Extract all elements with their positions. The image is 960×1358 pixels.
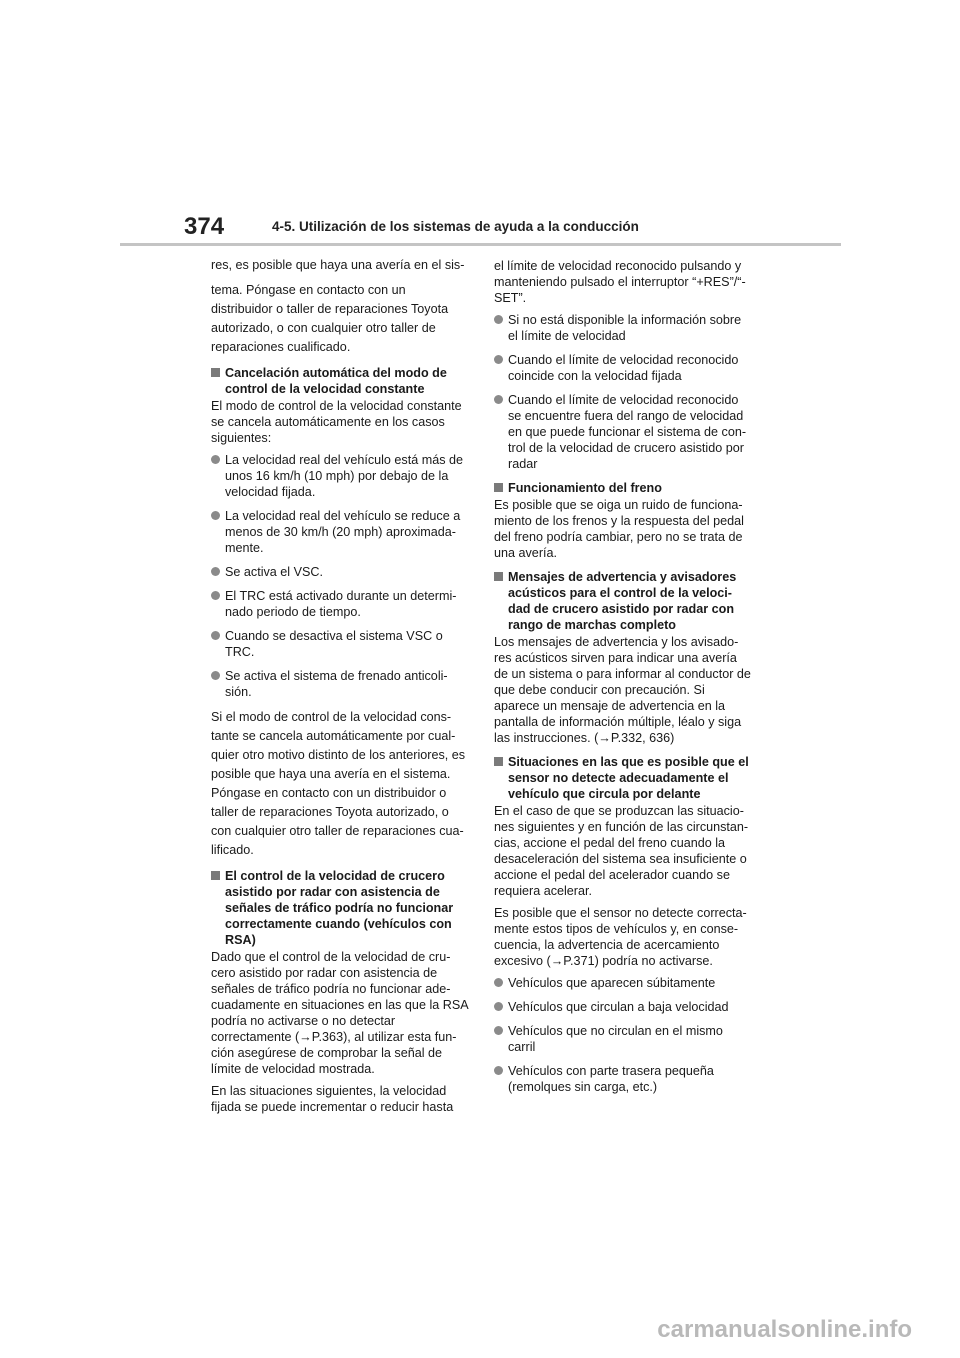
list-item [494, 975, 752, 991]
list-item-text: Se activa el VSC. [225, 565, 323, 579]
page-number: 374 [184, 213, 225, 240]
list-item-text: Cuando el límite de velocidad reconocido coincide con la velocidad fijada [508, 353, 739, 383]
list-item [494, 1063, 752, 1095]
round-bullet-icon [211, 455, 220, 464]
list-item [211, 588, 469, 620]
list-item-text: Vehículos que aparecen súbitamente [508, 976, 716, 990]
paragraph: el límite de velocidad reconocido pulsando y manteniendo pulsado el interruptor “+RES”/“-SET”. [494, 259, 746, 305]
list-item-text: Si no está disponible la información sobre el límite de velocidad [508, 313, 742, 343]
round-bullet-icon [494, 315, 503, 324]
list-item-text: Vehículos que no circulan en el mismo carril [508, 1024, 723, 1054]
heading-text: El control de la velocidad de crucero asistido por radar con asistencia de señales de tráfico podría no funcionar correctamente cuando (vehículos con RSA) [225, 869, 454, 947]
paragraph: En el caso de que se produzcan las situacio-nes siguientes y en función de las circunstan-cias, accione el pedal del freno cuando la desaceleración del sistema sea insuficiente o accione el pedal del acelerador cuando se requiera acelerar. [494, 804, 749, 898]
list-item-text: Vehículos con parte trasera pequeña (remolques sin carga, etc.) [508, 1064, 714, 1094]
paragraph: Dado que el control de la velocidad de cru-cero asistido por radar con asistencia de señales de tráfico podría no funcionar ade-cuadamente en situaciones en las que la RSA podría no activarse o no detectar correctamente (→P.363), al utilizar esta fun-ción asegúrese de comprobar la señal de límite de velocidad mostrada. [211, 950, 468, 1076]
section-heading-mensajes [494, 569, 752, 633]
list-item [494, 1023, 752, 1055]
list-item [494, 312, 752, 344]
list-item [211, 628, 469, 660]
round-bullet-icon [211, 567, 220, 576]
section-heading-freno [494, 480, 752, 496]
round-bullet-icon [494, 1066, 503, 1075]
round-bullet-icon [494, 1002, 503, 1011]
list-item-text: Se activa el sistema de frenado anticoli-sión. [225, 669, 448, 699]
list-item-text: El TRC está activado durante un determi-nado periodo de tiempo. [225, 589, 457, 619]
round-bullet-icon [494, 355, 503, 364]
right-column [494, 258, 752, 1103]
paragraph: El modo de control de la velocidad constante se cancela automáticamente en los casos siguientes: [211, 399, 462, 445]
list-item-text: Cuando se desactiva el sistema VSC o TRC. [225, 629, 443, 659]
list-item [211, 508, 469, 556]
list-item-text: Cuando el límite de velocidad reconocido se encuentre fuera del rango de velocidad en que puede funcionar el sistema de con-trol de la velocidad de crucero asistido por radar [508, 393, 747, 471]
intro-paragraph: tema. Póngase en contacto con un distribuidor o taller de reparaciones Toyota autorizado, o con cualquier otro taller de reparaciones cualificado. [211, 283, 449, 354]
section-title: 4-5. Utilización de los sistemas de ayuda a la conducción [272, 219, 639, 234]
list-item [211, 668, 469, 700]
heading-text: Situaciones en las que es posible que el sensor no detecte adecuadamente el vehículo que circula por delante [508, 755, 749, 801]
paragraph: Es posible que el sensor no detecte correcta-mente estos tipos de vehículos y, en conse-cuencia, la advertencia de acercamiento excesivo (→P.371) podría no activarse. [494, 906, 747, 968]
paragraph: Es posible que se oiga un ruido de funciona-miento de los frenos y la respuesta del pedal del freno podría cambiar, pero no se trata de una avería. [494, 498, 744, 560]
round-bullet-icon [494, 978, 503, 987]
paragraph: Si el modo de control de la velocidad cons-tante se cancela automáticamente por cual-quier otro motivo distinto de los anteriores, es posible que haya una avería en el sistema. Póngase en contacto con un distribuidor o taller de reparaciones Toyota autorizado, o con cualquier otro taller de reparaciones cua-lificado. [211, 710, 466, 857]
intro-line-1: res, es posible que haya una avería en el sis- [211, 258, 465, 272]
list-item-text: La velocidad real del vehículo se reduce a menos de 30 km/h (20 mph) aproximada-mente. [225, 509, 461, 555]
round-bullet-icon [211, 671, 220, 680]
left-column [211, 256, 469, 1121]
list-item [494, 392, 752, 472]
round-bullet-icon [494, 395, 503, 404]
list-item-text: La velocidad real del vehículo está más de unos 16 km/h (10 mph) por debajo de la velocidad fijada. [225, 453, 464, 499]
round-bullet-icon [211, 591, 220, 600]
paragraph: Los mensajes de advertencia y los avisado-res acústicos sirven para indicar una avería de un sistema o para informar al conductor de que debe conducir con precaución. Si aparece un mensaje de advertencia en la pantalla de información múltiple, léalo y siga las instrucciones. (→P.332, 636) [494, 635, 751, 745]
square-bullet-icon [494, 572, 503, 581]
paragraph: En las situaciones siguientes, la velocidad fijada se puede incrementar o reducir hasta [211, 1084, 454, 1114]
round-bullet-icon [211, 511, 220, 520]
round-bullet-icon [211, 631, 220, 640]
section-heading-rsa [211, 868, 469, 948]
header-divider [120, 243, 841, 246]
section-heading-sensor [494, 754, 752, 802]
list-item [494, 999, 752, 1015]
heading-text: Cancelación automática del modo de control de la velocidad constante [225, 366, 447, 396]
section-heading-cancelacion [211, 365, 469, 397]
square-bullet-icon [211, 368, 220, 377]
list-item [211, 452, 469, 500]
heading-text: Mensajes de advertencia y avisadores acústicos para el control de la veloci-dad de crucero asistido por radar con rango de marchas completo [508, 570, 737, 632]
list-item-text: Vehículos que circulan a baja velocidad [508, 1000, 729, 1014]
round-bullet-icon [494, 1026, 503, 1035]
square-bullet-icon [494, 757, 503, 766]
site-watermark: carmanualsonline.info [657, 1316, 912, 1343]
heading-text: Funcionamiento del freno [508, 481, 662, 495]
list-item [494, 352, 752, 384]
square-bullet-icon [211, 871, 220, 880]
square-bullet-icon [494, 483, 503, 492]
list-item [211, 564, 469, 580]
